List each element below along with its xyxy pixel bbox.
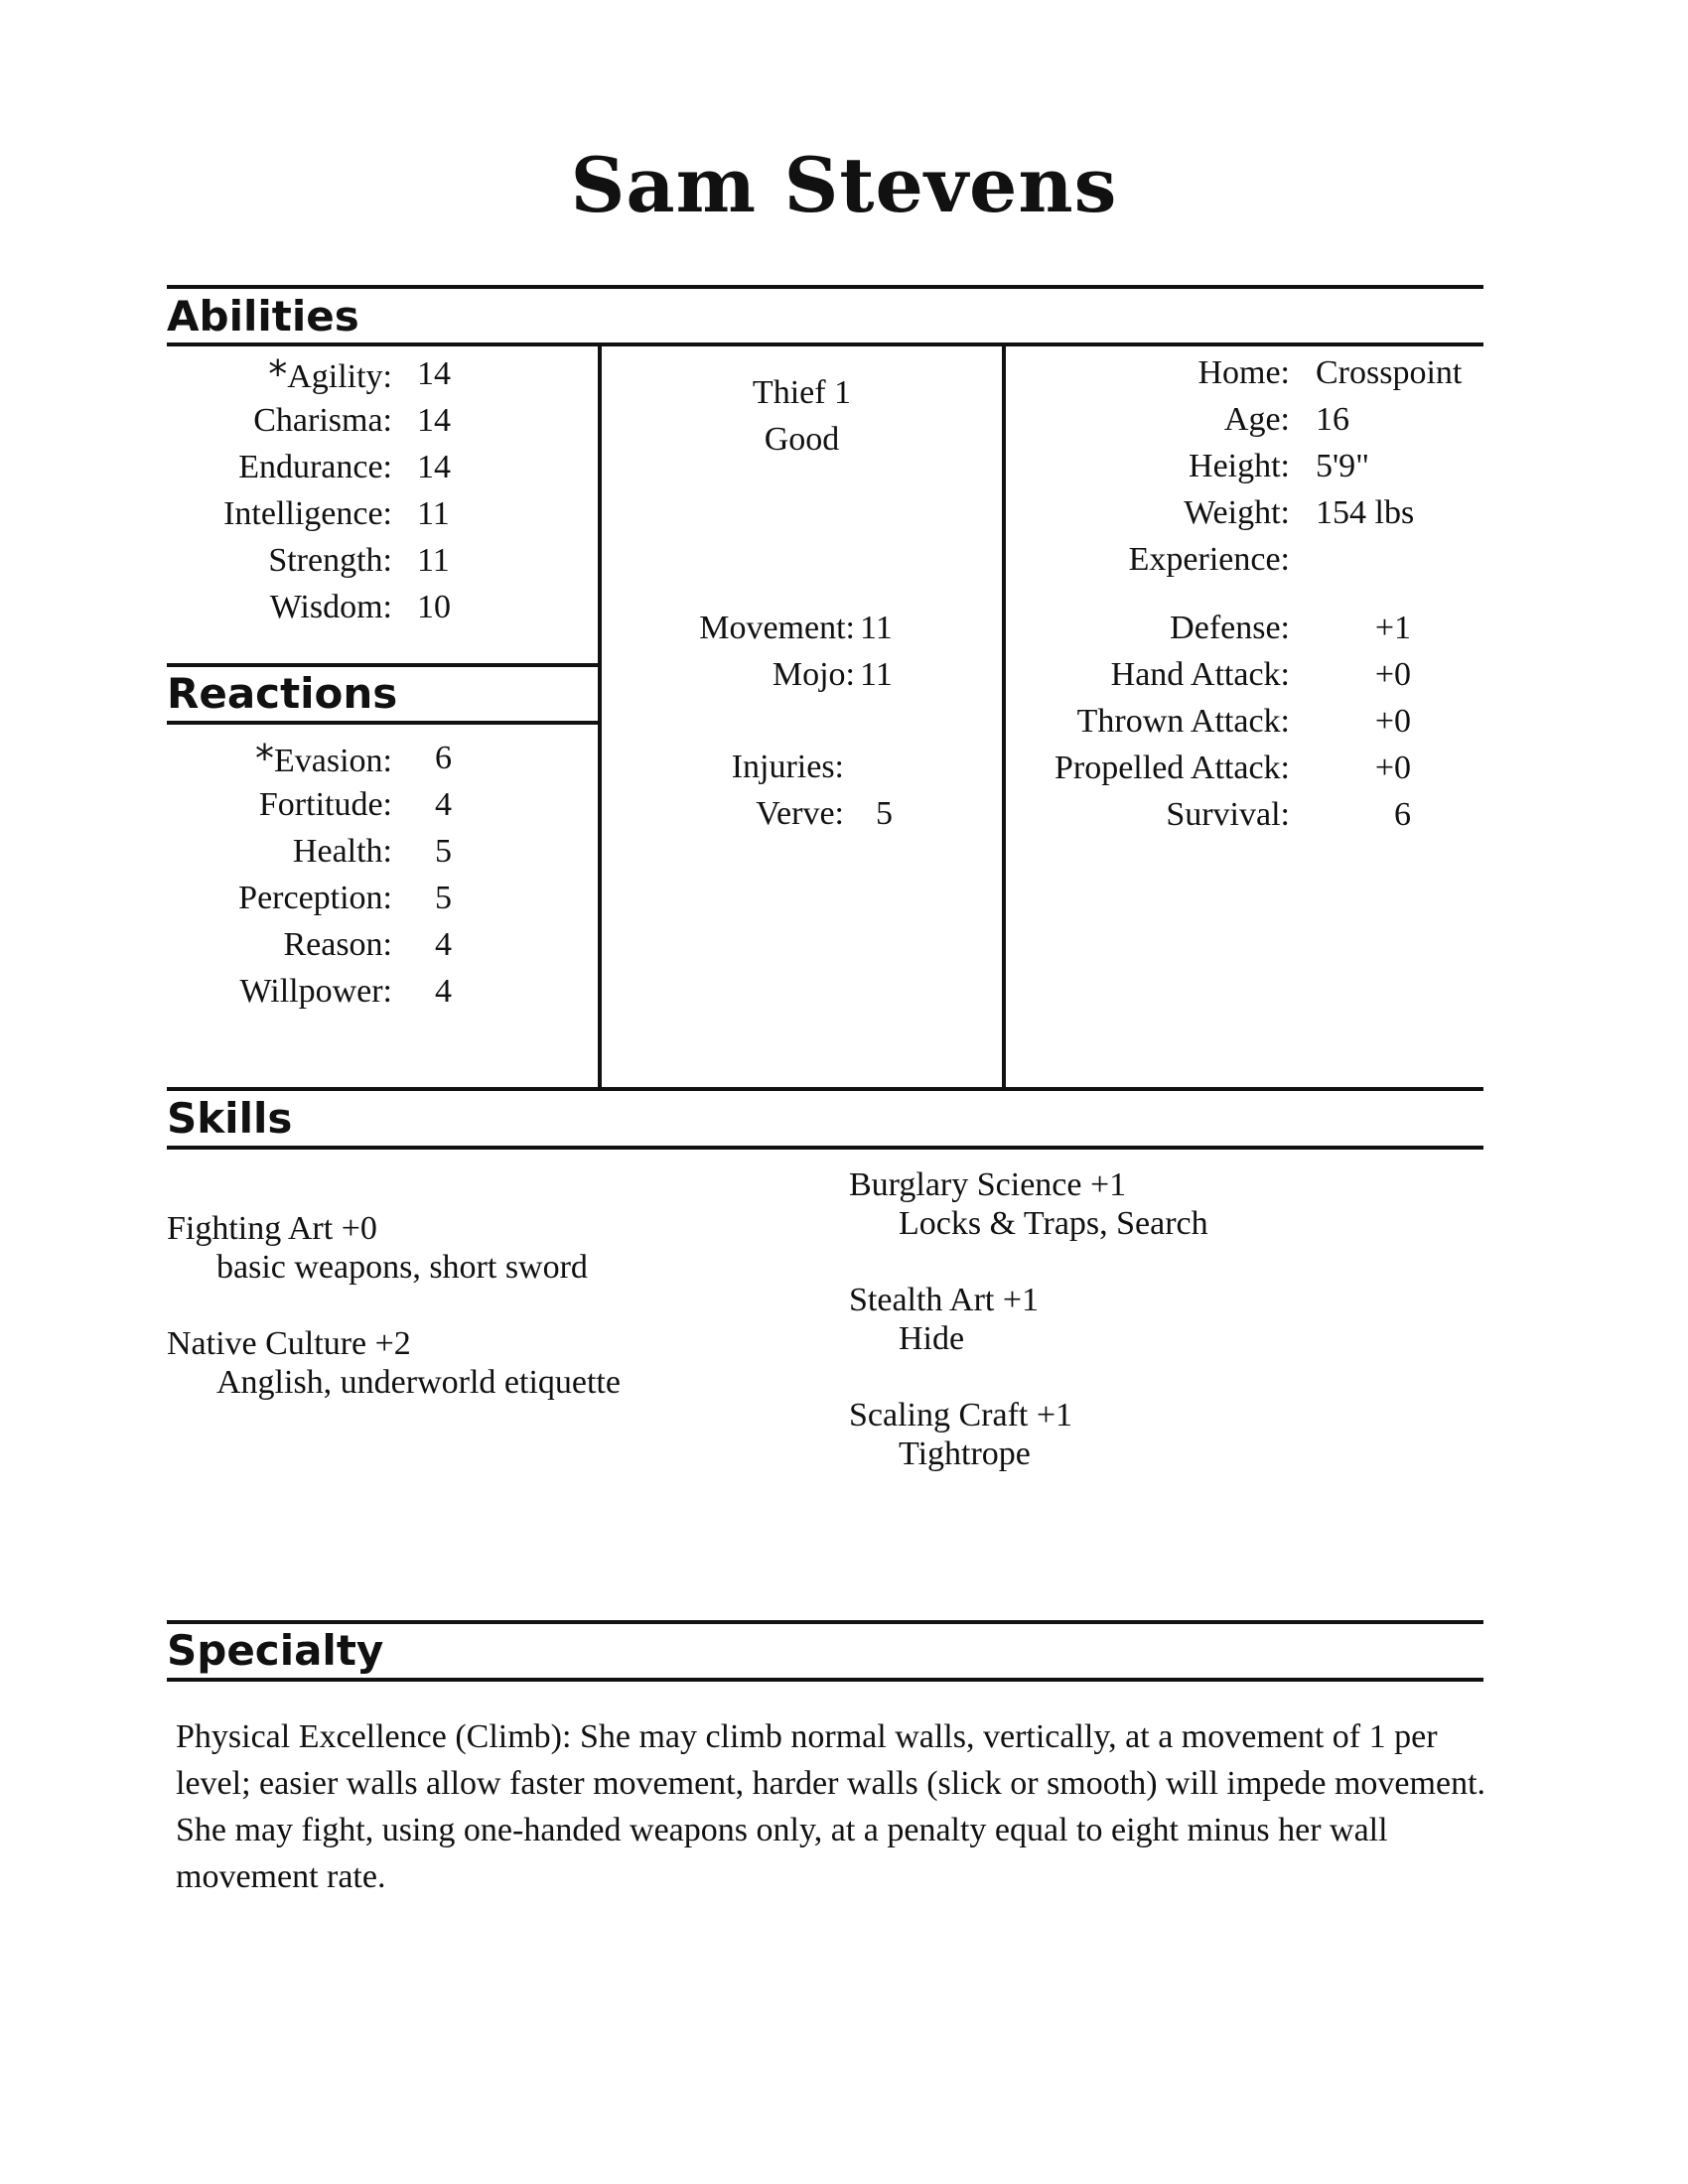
reaction-label: *Evasion: (255, 737, 392, 780)
ability-label: Endurance: (238, 449, 392, 485)
skill-name: Fighting Art +0 (167, 1210, 377, 1247)
reaction-label: Health: (292, 833, 392, 870)
section-title-abilities: Abilities (167, 292, 359, 341)
info-row (0, 447, 1688, 486)
divider-skills-bottom (167, 1146, 1483, 1150)
skill-detail: Tightrope (899, 1435, 1031, 1472)
verve-value: 5 (876, 795, 893, 832)
mojo-label: Mojo: (772, 656, 855, 693)
primary-mark: * (268, 352, 288, 396)
combat-row (0, 609, 1688, 648)
movement-value: 11 (860, 610, 893, 646)
info-value: 16 (1316, 401, 1349, 438)
skill-name: Stealth Art +1 (849, 1282, 1040, 1318)
reaction-row (0, 925, 596, 965)
section-title-specialty: Specialty (167, 1626, 384, 1675)
info-value: 154 lbs (1316, 494, 1415, 531)
info-value: 5'9" (1316, 448, 1370, 484)
combat-label: Survival: (1166, 796, 1290, 833)
combat-row (0, 655, 1688, 695)
info-row (0, 353, 1688, 393)
info-label: Experience: (1128, 541, 1290, 578)
reaction-row (0, 832, 596, 872)
ability-value: 11 (417, 542, 450, 579)
info-label: Home: (1197, 354, 1290, 391)
info-row (0, 493, 1688, 533)
combat-value: +0 (1374, 703, 1411, 740)
combat-row (0, 702, 1688, 742)
ability-value: 14 (417, 402, 451, 439)
reaction-label: Willpower: (239, 973, 392, 1010)
combat-value: 6 (1394, 796, 1411, 833)
info-label: Height: (1189, 448, 1290, 484)
combat-value: +0 (1374, 656, 1411, 693)
info-row (0, 400, 1688, 440)
reaction-value: 4 (435, 926, 452, 963)
reaction-value: 4 (435, 786, 452, 823)
ability-value: 10 (417, 589, 451, 625)
combat-row (0, 749, 1688, 788)
reaction-value: 5 (435, 833, 452, 870)
skill-name: Native Culture +2 (167, 1325, 411, 1362)
skill-detail: Locks & Traps, Search (899, 1205, 1208, 1242)
alignment: Good (764, 421, 840, 458)
combat-label: Thrown Attack: (1076, 703, 1290, 740)
reaction-row (0, 972, 596, 1012)
combat-value: +1 (1374, 610, 1411, 646)
movement-label: Movement: (699, 610, 855, 646)
class-level: Thief 1 (752, 374, 852, 411)
reaction-label: Reason: (283, 926, 392, 963)
info-value: Crosspoint (1316, 354, 1463, 391)
info-label: Age: (1223, 401, 1290, 438)
reaction-value: 6 (435, 740, 452, 776)
character-name: Sam Stevens (570, 141, 1118, 229)
reaction-row (0, 879, 596, 918)
combat-value: +0 (1374, 750, 1411, 786)
ability-label: *Agility: (268, 352, 392, 396)
ability-label: Intelligence: (223, 495, 392, 532)
info-row (0, 540, 1688, 580)
divider-specialty-bottom (167, 1678, 1483, 1682)
combat-label: Propelled Attack: (1054, 750, 1290, 786)
mojo-value: 11 (860, 656, 893, 693)
injuries-label: Injuries: (731, 749, 844, 785)
primary-mark: * (255, 737, 275, 780)
ability-value: 14 (417, 355, 451, 392)
divider-skills-top (167, 1087, 1483, 1091)
skill-detail: Anglish, underworld etiquette (216, 1364, 621, 1401)
skill-name: Burglary Science +1 (849, 1166, 1127, 1203)
combat-label: Defense: (1170, 610, 1290, 646)
reaction-label: Fortitude: (258, 786, 392, 823)
skill-name: Scaling Craft +1 (849, 1397, 1073, 1433)
combat-label: Hand Attack: (1110, 656, 1290, 693)
divider-top (167, 285, 1483, 289)
info-label: Weight: (1184, 494, 1290, 531)
divider-specialty-top (167, 1620, 1483, 1624)
reaction-label: Perception: (238, 880, 392, 916)
reaction-value: 5 (435, 880, 452, 916)
specialty-description: Physical Excellence (Climb): She may climb normal walls, vertically, at a movement of 1 per level; easier walls allow faster movement, harder walls (slick or smooth) will impede movement. She may fight, using one-handed weapons only, at a penalty equal to eight minus her wall movement rate. (176, 1718, 1486, 1895)
skill-detail: basic weapons, short sword (216, 1249, 588, 1286)
ability-value: 11 (417, 495, 450, 532)
reaction-value: 4 (435, 973, 452, 1010)
ability-value: 14 (417, 449, 451, 485)
combat-row (0, 795, 1688, 835)
ability-label: Strength: (268, 542, 392, 579)
section-title-skills: Skills (167, 1094, 293, 1143)
divider-abilities (167, 342, 1483, 346)
ability-label: Wisdom: (269, 589, 392, 625)
skill-detail: Hide (899, 1320, 965, 1357)
section-title-reactions: Reactions (167, 669, 398, 718)
ability-label: Charisma: (253, 402, 392, 439)
verve-label: Verve: (756, 795, 844, 832)
